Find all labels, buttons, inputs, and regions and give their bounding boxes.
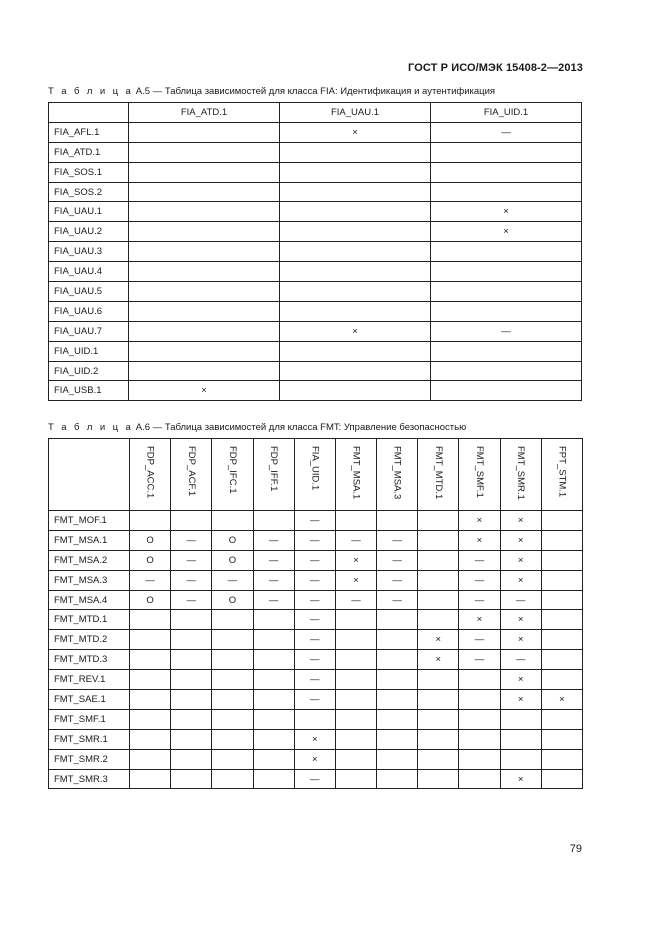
dependency-cell	[335, 709, 376, 729]
dependency-cell	[212, 769, 253, 789]
dependency-cell: —	[130, 570, 171, 590]
dependency-cell	[171, 749, 212, 769]
dependency-cell	[541, 511, 582, 531]
dependency-cell	[171, 709, 212, 729]
dependency-cell: —	[294, 511, 335, 531]
row-label: FIA_UAU.2	[49, 222, 129, 242]
column-header	[130, 439, 171, 511]
dependency-cell	[335, 650, 376, 670]
dependency-cell	[212, 630, 253, 650]
dependency-cell: О	[212, 550, 253, 570]
dependency-cell	[377, 650, 418, 670]
dependency-cell: ×	[335, 570, 376, 590]
dependency-cell: —	[377, 570, 418, 590]
row-label: FMT_SMR.1	[49, 729, 130, 749]
dependency-cell	[377, 511, 418, 531]
dependency-cell: ×	[431, 202, 582, 222]
dependency-cell	[171, 610, 212, 630]
table-row	[49, 162, 582, 182]
dependency-cell	[431, 262, 582, 282]
row-label: FIA_UAU.6	[49, 301, 129, 321]
table-row	[49, 630, 583, 650]
table-row	[49, 511, 583, 531]
dependency-cell	[418, 511, 459, 531]
dependency-cell	[171, 511, 212, 531]
dependency-cell: ×	[500, 570, 541, 590]
dependency-cell	[129, 182, 280, 202]
dependency-cell	[280, 341, 431, 361]
dependency-cell	[459, 769, 500, 789]
dependency-cell: ×	[418, 630, 459, 650]
column-header	[459, 439, 500, 511]
dependency-cell	[253, 729, 294, 749]
dependency-cell: —	[253, 590, 294, 610]
dependency-cell	[130, 650, 171, 670]
dependency-cell: О	[130, 590, 171, 610]
dependency-cell	[212, 670, 253, 690]
dependency-cell	[377, 670, 418, 690]
dependency-cell	[253, 769, 294, 789]
row-label: FMT_MTD.3	[49, 650, 130, 670]
table-a6-caption-text: А.6 — Таблица зависимостей для класса FMT: Управление безопасностью	[133, 422, 467, 433]
row-label: FMT_MOF.1	[49, 511, 130, 531]
dependency-cell	[418, 570, 459, 590]
dependency-cell	[129, 262, 280, 282]
row-label: FIA_UAU.7	[49, 321, 129, 341]
dependency-cell: —	[377, 530, 418, 550]
column-header	[171, 439, 212, 511]
dependency-cell	[212, 729, 253, 749]
dependency-cell: —	[335, 590, 376, 610]
dependency-cell	[212, 709, 253, 729]
table-header-row	[49, 439, 583, 511]
column-header: FIA_UAU.1	[280, 103, 431, 123]
dependency-cell	[541, 709, 582, 729]
table-row	[49, 590, 583, 610]
dependency-cell: ×	[500, 511, 541, 531]
table-row	[49, 570, 583, 590]
table-row	[49, 729, 583, 749]
dependency-cell: ×	[335, 550, 376, 570]
column-header	[253, 439, 294, 511]
dependency-cell: ×	[294, 729, 335, 749]
dependency-cell	[377, 749, 418, 769]
dependency-cell	[541, 769, 582, 789]
dependency-cell	[280, 282, 431, 302]
table-row	[49, 242, 582, 262]
dependency-cell	[431, 301, 582, 321]
dependency-cell	[129, 301, 280, 321]
row-label: FIA_UAU.4	[49, 262, 129, 282]
table-row	[49, 650, 583, 670]
table-row	[49, 301, 582, 321]
dependency-cell	[212, 749, 253, 769]
row-label: FMT_SMR.3	[49, 769, 130, 789]
dependency-cell	[377, 769, 418, 789]
dependency-cell	[212, 610, 253, 630]
dependency-cell	[377, 610, 418, 630]
dependency-cell: —	[431, 122, 582, 142]
row-label: FIA_USB.1	[49, 381, 129, 401]
dependency-cell	[541, 530, 582, 550]
dependency-cell	[431, 381, 582, 401]
dependency-cell	[253, 610, 294, 630]
dependency-cell	[130, 769, 171, 789]
table-row	[49, 670, 583, 690]
dependency-cell: —	[459, 570, 500, 590]
column-header-label: FMT_MSA.3	[391, 446, 403, 500]
document-standard-header: ГОСТ Р ИСО/МЭК 15408-2—2013	[408, 62, 583, 74]
dependency-cell	[130, 729, 171, 749]
row-label: FMT_MSA.2	[49, 550, 130, 570]
dependency-cell: —	[500, 590, 541, 610]
dependency-cell	[541, 749, 582, 769]
row-label: FMT_REV.1	[49, 670, 130, 690]
dependency-cell	[459, 749, 500, 769]
dependency-cell	[253, 650, 294, 670]
dependency-cell: ×	[500, 630, 541, 650]
dependency-cell	[541, 550, 582, 570]
table-row	[49, 222, 582, 242]
dependency-cell	[171, 690, 212, 710]
dependency-cell: О	[212, 590, 253, 610]
table-a5-caption-prefix: Т а б л и ц а	[48, 86, 134, 97]
dependency-cell	[541, 670, 582, 690]
dependency-cell	[459, 729, 500, 749]
dependency-cell	[212, 511, 253, 531]
row-label: FIA_UID.2	[49, 361, 129, 381]
dependency-cell	[280, 182, 431, 202]
dependency-cell	[171, 670, 212, 690]
dependency-cell: ×	[541, 690, 582, 710]
column-header-label: FDP_IFC.1	[226, 446, 238, 494]
dependency-cell	[335, 749, 376, 769]
row-label: FIA_AFL.1	[49, 122, 129, 142]
column-header	[500, 439, 541, 511]
dependency-cell	[253, 709, 294, 729]
row-label: FMT_MSA.4	[49, 590, 130, 610]
dependency-cell: —	[294, 670, 335, 690]
dependency-cell	[253, 670, 294, 690]
row-label: FMT_MSA.1	[49, 530, 130, 550]
dependency-cell: О	[130, 530, 171, 550]
dependency-cell	[335, 630, 376, 650]
row-label: FMT_SMR.2	[49, 749, 130, 769]
dependency-cell	[129, 341, 280, 361]
dependency-cell: ×	[280, 122, 431, 142]
dependency-cell: —	[294, 530, 335, 550]
dependency-cell: —	[294, 570, 335, 590]
table-row	[49, 321, 582, 341]
dependency-cell	[418, 590, 459, 610]
dependency-cell: —	[171, 530, 212, 550]
row-label: FIA_SOS.1	[49, 162, 129, 182]
dependency-cell	[280, 242, 431, 262]
row-label: FMT_MTD.2	[49, 630, 130, 650]
dependency-cell	[129, 361, 280, 381]
dependency-cell: —	[459, 590, 500, 610]
dependency-cell: ×	[459, 610, 500, 630]
dependency-cell	[335, 690, 376, 710]
table-a6-fmt-dependencies	[48, 438, 583, 789]
dependency-cell	[129, 321, 280, 341]
column-header	[541, 439, 582, 511]
dependency-cell	[431, 361, 582, 381]
dependency-cell	[212, 650, 253, 670]
dependency-cell	[431, 182, 582, 202]
row-label: FIA_SOS.2	[49, 182, 129, 202]
dependency-cell: —	[294, 650, 335, 670]
table-row	[49, 122, 582, 142]
dependency-cell: —	[459, 630, 500, 650]
dependency-cell: —	[253, 530, 294, 550]
dependency-cell: ×	[500, 690, 541, 710]
column-header-label: FDP_IFF.1	[268, 446, 280, 492]
column-header-label: FMT_MTD.1	[432, 446, 444, 500]
dependency-cell	[541, 729, 582, 749]
dependency-cell	[335, 670, 376, 690]
dependency-cell: —	[294, 550, 335, 570]
row-label: FMT_MSA.3	[49, 570, 130, 590]
dependency-cell: —	[459, 650, 500, 670]
table-row	[49, 610, 583, 630]
table-row	[49, 282, 582, 302]
table-a6-caption-prefix: Т а б л и ц а	[48, 422, 134, 433]
dependency-cell	[541, 610, 582, 630]
dependency-cell: —	[294, 610, 335, 630]
row-label: FIA_UAU.5	[49, 282, 129, 302]
column-header	[335, 439, 376, 511]
dependency-cell	[431, 142, 582, 162]
column-header-label: FDP_ACC.1	[144, 446, 156, 499]
table-row	[49, 381, 582, 401]
dependency-cell	[129, 282, 280, 302]
dependency-cell	[335, 511, 376, 531]
dependency-cell	[500, 729, 541, 749]
page-number: 79	[569, 843, 582, 855]
dependency-cell	[129, 162, 280, 182]
dependency-cell	[280, 162, 431, 182]
column-header	[294, 439, 335, 511]
dependency-cell	[377, 690, 418, 710]
dependency-cell: —	[294, 690, 335, 710]
dependency-cell	[377, 729, 418, 749]
corner-cell	[49, 103, 129, 123]
table-row	[49, 182, 582, 202]
dependency-cell: —	[377, 590, 418, 610]
dependency-cell	[130, 670, 171, 690]
table-row	[49, 262, 582, 282]
dependency-cell: ×	[431, 222, 582, 242]
dependency-cell	[418, 749, 459, 769]
dependency-cell	[335, 610, 376, 630]
dependency-cell	[280, 262, 431, 282]
table-row	[49, 202, 582, 222]
table-row	[49, 550, 583, 570]
dependency-cell: ×	[280, 321, 431, 341]
dependency-cell	[129, 142, 280, 162]
row-label: FIA_UAU.3	[49, 242, 129, 262]
dependency-cell: ×	[500, 550, 541, 570]
dependency-cell	[171, 729, 212, 749]
column-header-label: FMT_SMR.1	[515, 446, 527, 500]
dependency-cell: —	[377, 550, 418, 570]
dependency-cell: ×	[459, 511, 500, 531]
dependency-cell: ×	[500, 530, 541, 550]
dependency-cell: —	[500, 650, 541, 670]
dependency-cell: —	[171, 570, 212, 590]
dependency-cell: О	[212, 530, 253, 550]
dependency-cell	[377, 709, 418, 729]
dependency-cell	[253, 511, 294, 531]
dependency-cell	[431, 341, 582, 361]
dependency-cell	[171, 769, 212, 789]
dependency-cell: —	[171, 590, 212, 610]
dependency-cell: —	[253, 570, 294, 590]
dependency-cell	[377, 630, 418, 650]
dependency-cell: ×	[500, 670, 541, 690]
table-row	[49, 709, 583, 729]
column-header	[377, 439, 418, 511]
dependency-cell: —	[171, 550, 212, 570]
dependency-cell	[500, 749, 541, 769]
dependency-cell	[294, 709, 335, 729]
table-row	[49, 769, 583, 789]
dependency-cell	[418, 670, 459, 690]
column-header: FIA_UID.1	[431, 103, 582, 123]
table-a6-caption	[48, 422, 466, 433]
dependency-cell: ×	[500, 610, 541, 630]
column-header-label: FIA_UID.1	[309, 446, 321, 491]
column-header-label: FPT_STM.1	[556, 446, 568, 498]
dependency-cell	[418, 550, 459, 570]
dependency-cell	[280, 202, 431, 222]
dependency-cell	[130, 511, 171, 531]
dependency-cell	[431, 282, 582, 302]
column-header-label: FMT_MSA.1	[350, 446, 362, 500]
dependency-cell	[335, 769, 376, 789]
dependency-cell	[541, 650, 582, 670]
dependency-cell	[280, 222, 431, 242]
dependency-cell: О	[130, 550, 171, 570]
row-label: FMT_MTD.1	[49, 610, 130, 630]
dependency-cell	[418, 530, 459, 550]
dependency-cell: ×	[500, 769, 541, 789]
dependency-cell	[129, 222, 280, 242]
dependency-cell	[253, 690, 294, 710]
dependency-cell: —	[431, 321, 582, 341]
dependency-cell	[253, 749, 294, 769]
dependency-cell: —	[253, 550, 294, 570]
dependency-cell	[335, 729, 376, 749]
dependency-cell	[171, 630, 212, 650]
dependency-cell	[431, 242, 582, 262]
dependency-cell: —	[335, 530, 376, 550]
dependency-cell	[129, 242, 280, 262]
dependency-cell	[418, 709, 459, 729]
row-label: FIA_UID.1	[49, 341, 129, 361]
dependency-cell: —	[459, 550, 500, 570]
table-row	[49, 690, 583, 710]
column-header	[212, 439, 253, 511]
dependency-cell	[541, 570, 582, 590]
table-header-row	[49, 103, 582, 123]
dependency-cell: ×	[418, 650, 459, 670]
corner-cell	[49, 439, 130, 511]
dependency-cell	[130, 610, 171, 630]
row-label: FIA_ATD.1	[49, 142, 129, 162]
column-header: FIA_ATD.1	[129, 103, 280, 123]
dependency-cell	[431, 162, 582, 182]
dependency-cell	[541, 630, 582, 650]
dependency-cell	[171, 650, 212, 670]
dependency-cell	[280, 301, 431, 321]
dependency-cell	[130, 709, 171, 729]
dependency-cell	[459, 709, 500, 729]
table-a5-fia-dependencies	[48, 102, 582, 401]
dependency-cell	[459, 690, 500, 710]
dependency-cell	[129, 122, 280, 142]
dependency-cell	[130, 630, 171, 650]
column-header-label: FDP_ACF.1	[185, 446, 197, 497]
column-header-label: FMT_SMF.1	[473, 446, 485, 498]
dependency-cell: ×	[129, 381, 280, 401]
dependency-cell	[418, 769, 459, 789]
row-label: FIA_UAU.1	[49, 202, 129, 222]
dependency-cell	[129, 202, 280, 222]
row-label: FMT_SMF.1	[49, 709, 130, 729]
table-row	[49, 341, 582, 361]
dependency-cell: —	[294, 630, 335, 650]
dependency-cell	[280, 142, 431, 162]
dependency-cell: —	[294, 590, 335, 610]
dependency-cell: —	[212, 570, 253, 590]
dependency-cell	[541, 590, 582, 610]
dependency-cell	[418, 610, 459, 630]
table-row	[49, 530, 583, 550]
dependency-cell	[459, 670, 500, 690]
dependency-cell: —	[294, 769, 335, 789]
table-row	[49, 142, 582, 162]
table-row	[49, 749, 583, 769]
dependency-cell	[500, 709, 541, 729]
dependency-cell	[253, 630, 294, 650]
dependency-cell: ×	[294, 749, 335, 769]
dependency-cell	[130, 690, 171, 710]
dependency-cell	[212, 690, 253, 710]
dependency-cell	[280, 361, 431, 381]
table-row	[49, 361, 582, 381]
row-label: FMT_SAE.1	[49, 690, 130, 710]
table-a5-caption	[48, 86, 495, 97]
dependency-cell: ×	[459, 530, 500, 550]
dependency-cell	[130, 749, 171, 769]
table-a5-caption-text: А.5 — Таблица зависимостей для класса FIA: Идентификация и аутентификация	[133, 86, 496, 97]
dependency-cell	[280, 381, 431, 401]
dependency-cell	[418, 729, 459, 749]
column-header	[418, 439, 459, 511]
dependency-cell	[418, 690, 459, 710]
